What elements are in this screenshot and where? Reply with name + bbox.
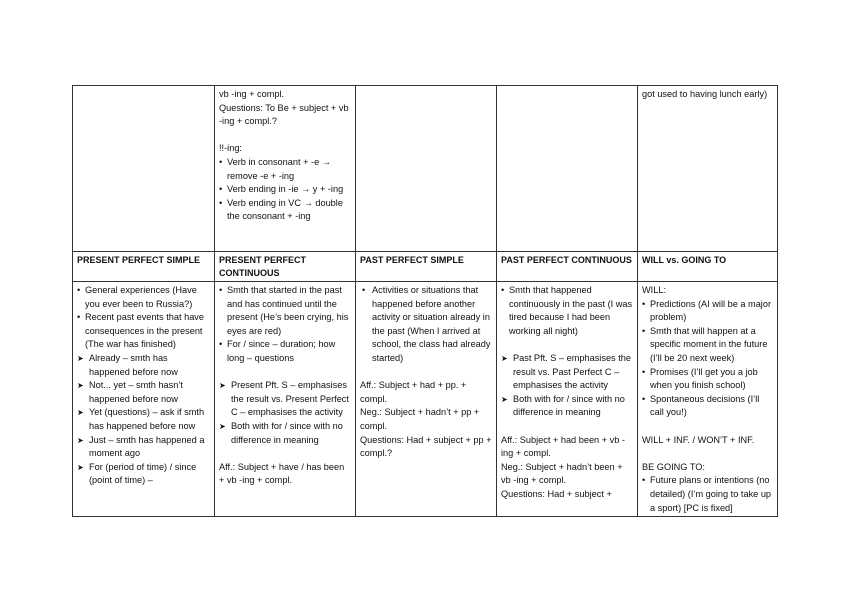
going-to-title: BE GOING TO: [642,461,705,472]
header-present-perfect-simple: PRESENT PERFECT SIMPLE [73,252,215,282]
arrow-item: ➤ For (period of time) / since (point of time) – [77,461,211,488]
cell-past-perfect-continuous [497,282,638,517]
cell-top-1 [73,86,215,252]
ing-rule: • Verb ending in VC → double the consonant + -ing [219,197,352,224]
bullet-item: • Activities or situations that happened before another activity or situation already in the past (When I arrived at school, the class had already started) [360,284,493,366]
will-title: WILL: [642,285,666,295]
header-past-perfect-simple: PAST PERFECT SIMPLE [356,252,497,282]
formula-neg: Neg.: Subject + hadn’t been + vb -ing + compl. [501,461,623,486]
arrow-item: ➤ Both with for / since with no difference in meaning [501,393,634,420]
header-present-perfect-continuous: PRESENT PERFECT CONTINUOUS [215,252,356,282]
header-will-vs-going-to: WILL vs. GOING TO [638,252,778,282]
arrow-item: ➤ Already – smth has happened before now [77,352,211,379]
header-row [73,252,778,282]
bullet-item: • Predictions (AI will be a major problem) [642,298,774,325]
bullet-item: • For / since – duration; how long – questions [219,338,352,365]
table-row [73,282,778,517]
bullet-item: • Recent past events that have consequences in the present (The war has finished) [77,311,211,352]
arrow-item: ➤ Not... yet – smth hasn’t happened before now [77,379,211,406]
cell-present-perfect-continuous [215,282,356,517]
formula-aff: Aff.: Subject + had been + vb -ing + compl. [501,434,625,459]
grammar-table [72,85,778,517]
bullet-item: • Smth that happened continuously in the past (I was tired because I had been working all night) [501,284,634,338]
bullet-item: • Smth that started in the past and has continued until the present (He’s been crying, his eyes are red) [219,284,352,338]
ing-rule: • Verb in consonant + -e → remove -e + -ing [219,156,352,183]
arrow-item: ➤ Yet (questions) – ask if smth has happened before now [77,406,211,433]
formula-neg: Neg.: Subject + hadn’t + pp + compl. [360,407,480,431]
bullet-item: • Spontaneous decisions (I’ll call you!) [642,393,774,420]
bullet-item: • Promises (I’ll get you a job when you finish school) [642,366,774,393]
cell-top-3 [356,86,497,252]
arrow-item: ➤ Present Pft. S – emphasises the result vs. Present Perfect C – emphasises the activity [219,379,352,420]
cell-top-2 [215,86,356,252]
arrow-item: ➤ Both with for / since with no difference in meaning [219,420,352,447]
ing-rule: • Verb ending in -ie → y + -ing [219,183,352,197]
bullet-item: • Future plans or intentions (no detailed) (I’m going to take up a sport) [PC is fixed] [642,474,774,515]
formula-questions: Questions: Had + subject + pp + compl.? [360,434,492,459]
text-line: vb -ing + compl. [219,89,285,99]
table-row [73,86,778,252]
cell-present-perfect-simple [73,282,215,517]
bullet-item: • General experiences (Have you ever been to Russia?) [77,284,211,311]
text-line: Questions: To Be + subject + vb -ing + compl.? [219,102,349,127]
arrow-item: ➤ Past Pft. S – emphasises the result vs. Past Perfect C – emphasises the activity [501,352,634,393]
will-formula: WILL + INF. / WON’T + INF. [642,434,755,445]
text-line: got used to having lunch early) [642,89,768,99]
cell-top-5 [638,86,778,252]
formula-aff: Aff.: Subject + have / has been + vb -ing + compl. [219,461,345,486]
cell-will-vs-going-to [638,282,778,517]
ing-title: !!-ing: [219,143,242,154]
formula-questions: Questions: Had + subject + [501,488,612,499]
arrow-item: ➤ Just – smth has happened a moment ago [77,434,211,461]
header-past-perfect-continuous: PAST PERFECT CONTINUOUS [497,252,638,282]
cell-past-perfect-simple [356,282,497,517]
cell-top-4 [497,86,638,252]
formula-aff: Aff.: Subject + had + pp. + compl. [360,380,467,404]
bullet-item: • Smth that will happen at a specific moment in the future (I’ll be 20 next week) [642,325,774,366]
